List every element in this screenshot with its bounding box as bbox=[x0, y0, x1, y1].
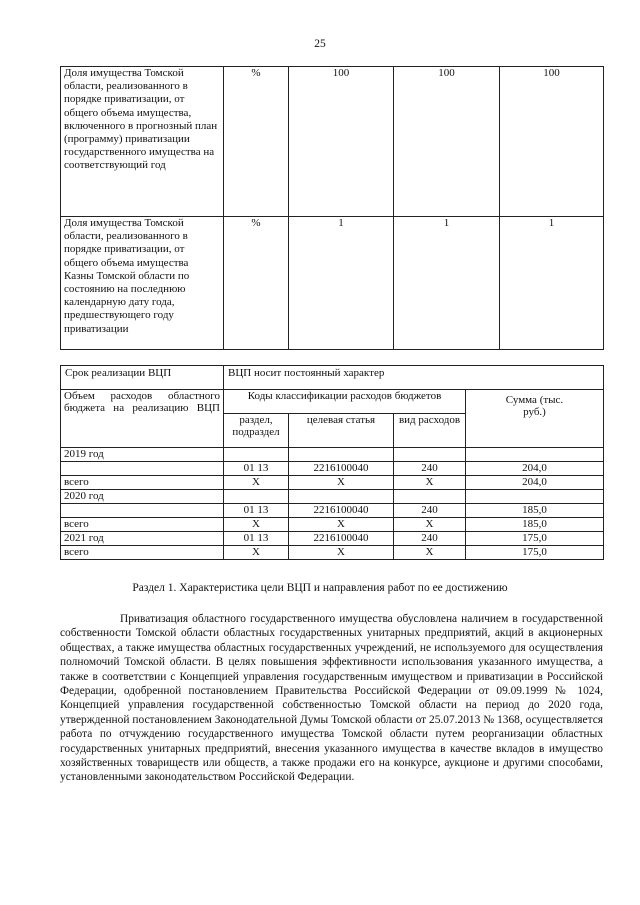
row-section bbox=[224, 490, 289, 504]
row-kind: 240 bbox=[394, 462, 466, 476]
row-section: 01 13 bbox=[224, 532, 289, 546]
col-header-article: целевая статья bbox=[289, 414, 394, 448]
row-sum: 175,0 bbox=[466, 532, 604, 546]
indicator-value: 1 bbox=[394, 217, 500, 350]
row-sum: 185,0 bbox=[466, 504, 604, 518]
row-label: всего bbox=[61, 518, 224, 532]
term-table bbox=[60, 365, 604, 390]
table-row bbox=[61, 448, 604, 462]
indicator-value: 1 bbox=[500, 217, 604, 350]
codes-header: Коды классификации расходов бюджетов bbox=[224, 390, 466, 414]
row-kind: Х bbox=[394, 518, 466, 532]
row-article bbox=[289, 490, 394, 504]
table-row bbox=[61, 532, 604, 546]
col-header-kind: вид расходов bbox=[394, 414, 466, 448]
row-kind: 240 bbox=[394, 532, 466, 546]
row-article bbox=[289, 448, 394, 462]
row-section bbox=[224, 448, 289, 462]
row-label bbox=[61, 504, 224, 518]
row-article: Х bbox=[289, 518, 394, 532]
row-section: 01 13 bbox=[224, 504, 289, 518]
indicator-value: 1 bbox=[289, 217, 394, 350]
body-paragraph: Приватизация областного государственного имущества обусловлена наличием в государственной собственности Томской области областных государственных унитарных предприятий, акций в акционерных обществах, а также имущества областных государственных учреждений, не используемого для осуществления полномочий Томской области. В целях повышения эффективности использования указанного имущества, а также в соответствии с Концепцией управления государственным имуществом и приватизации в Российской Федерации, одобренной постановлением Правительства Российской Федерации от 09.09.1999 № 1024, Концепцией управления государственной собственностью Томской области на период до 2020 года, утвержденной постановлением Законодательной Думы Томской области от 25.07.2013 № 1368, осуществляется работа по отчуждению государственного имущества Томской области путем реорганизации областных государственных унитарных предприятий, внесения указанного имущества в качестве вкладов в имущество хозяйственных товариществ или обществ, а также продажи его на конкурсе, аукционе и другими способами, установленными законодательством Российской Федерации. bbox=[60, 613, 603, 784]
row-article: 2216100040 bbox=[289, 504, 394, 518]
row-sum bbox=[466, 490, 604, 504]
row-label: всего bbox=[61, 476, 224, 490]
budget-table bbox=[60, 389, 604, 560]
indicator-value: 100 bbox=[289, 67, 394, 217]
budget-header-label: Объем расходов областного бюджета на реализацию ВЦП bbox=[61, 390, 224, 448]
sum-header: Сумма (тыс. руб.) bbox=[466, 390, 604, 448]
row-sum: 175,0 bbox=[466, 546, 604, 560]
table-row bbox=[61, 546, 604, 560]
row-kind: Х bbox=[394, 476, 466, 490]
row-section: Х bbox=[224, 546, 289, 560]
table-row bbox=[61, 504, 604, 518]
row-kind bbox=[394, 448, 466, 462]
row-article: 2216100040 bbox=[289, 462, 394, 476]
indicator-value: 100 bbox=[500, 67, 604, 217]
row-kind: 240 bbox=[394, 504, 466, 518]
row-label: 2019 год bbox=[61, 448, 224, 462]
row-article: Х bbox=[289, 546, 394, 560]
page-number: 25 bbox=[314, 38, 326, 50]
row-label bbox=[61, 462, 224, 476]
table-row bbox=[61, 366, 604, 390]
table-row bbox=[61, 462, 604, 476]
row-article: 2216100040 bbox=[289, 532, 394, 546]
table-row bbox=[61, 67, 604, 217]
table-row bbox=[61, 518, 604, 532]
indicator-unit: % bbox=[224, 67, 289, 217]
row-sum: 204,0 bbox=[466, 476, 604, 490]
row-sum: 185,0 bbox=[466, 518, 604, 532]
row-kind: Х bbox=[394, 546, 466, 560]
row-label: 2021 год bbox=[61, 532, 224, 546]
row-label: всего bbox=[61, 546, 224, 560]
indicator-label: Доля имущества Томской области, реализованного в порядке приватизации, от общего объема имущества, включенного в прогнозный план (программу) приватизации государственного имущества на соответствующий год bbox=[61, 67, 224, 217]
indicator-unit: % bbox=[224, 217, 289, 350]
table-header-row bbox=[61, 390, 604, 414]
col-header-section: раздел, подраздел bbox=[224, 414, 289, 448]
row-sum bbox=[466, 448, 604, 462]
term-label: Срок реализации ВЦП bbox=[61, 366, 224, 390]
table-row bbox=[61, 490, 604, 504]
term-value: ВЦП носит постоянный характер bbox=[224, 366, 604, 390]
table-row bbox=[61, 476, 604, 490]
indicator-label: Доля имущества Томской области, реализованного в порядке приватизации, от общего объема имущества Казны Томской области по состоянию на последнюю календарную дату года, предшествующего году приватизации bbox=[61, 217, 224, 350]
row-kind bbox=[394, 490, 466, 504]
indicators-table bbox=[60, 66, 604, 350]
row-section: Х bbox=[224, 518, 289, 532]
table-row bbox=[61, 217, 604, 350]
row-section: Х bbox=[224, 476, 289, 490]
row-article: Х bbox=[289, 476, 394, 490]
row-label: 2020 год bbox=[61, 490, 224, 504]
indicator-value: 100 bbox=[394, 67, 500, 217]
section-title: Раздел 1. Характеристика цели ВЦП и направления работ по ее достижению bbox=[132, 582, 508, 594]
row-section: 01 13 bbox=[224, 462, 289, 476]
row-sum: 204,0 bbox=[466, 462, 604, 476]
